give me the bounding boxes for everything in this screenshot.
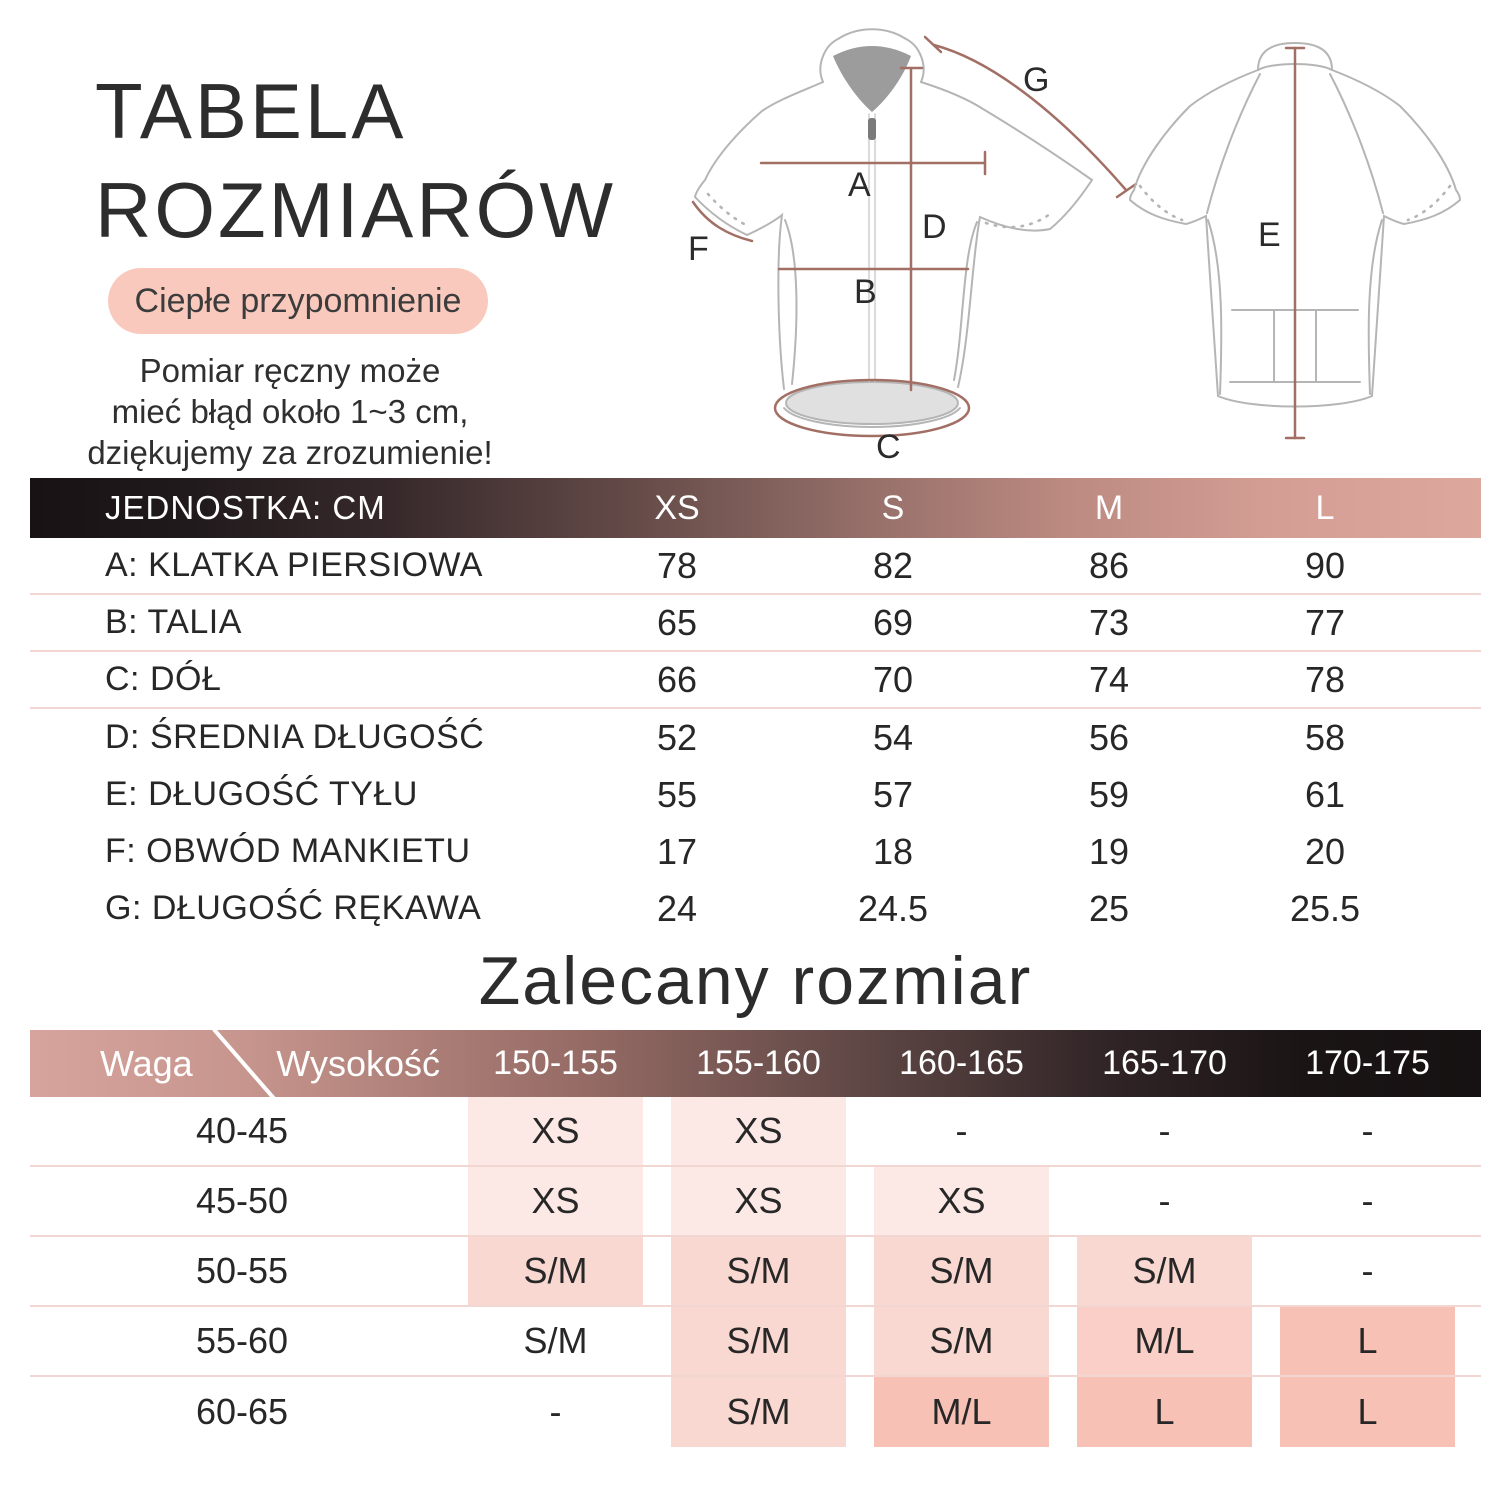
measurement-note	[35, 350, 545, 473]
cell	[1266, 1307, 1469, 1375]
weight-range: 55-60	[195, 1320, 289, 1361]
cell	[1063, 1167, 1266, 1235]
cell: 78	[656, 544, 698, 586]
cell: 66	[656, 658, 698, 700]
left-seam	[785, 220, 796, 384]
cell	[860, 1307, 1063, 1375]
size-table	[30, 478, 1481, 937]
cell: 82	[872, 544, 914, 586]
cell: 56	[1088, 716, 1130, 758]
measure-tick	[925, 37, 941, 52]
size-value: XS	[531, 1110, 580, 1151]
table-row	[30, 538, 1481, 595]
size-value: -	[1361, 1250, 1374, 1291]
label-cuff: F	[688, 230, 709, 268]
cell: 90	[1304, 544, 1346, 586]
cell	[1266, 1237, 1469, 1305]
size-value: S/M	[726, 1320, 791, 1361]
cell	[657, 1237, 860, 1305]
cell	[1063, 1097, 1266, 1165]
size-value: S/M	[726, 1250, 791, 1291]
cell: 58	[1304, 716, 1346, 758]
cell	[454, 1307, 657, 1375]
row-label: C: DÓŁ	[105, 660, 222, 698]
cell: 19	[1088, 830, 1130, 872]
size-value: -	[1361, 1180, 1374, 1221]
size-value: XS	[734, 1180, 783, 1221]
cell: 61	[1304, 773, 1346, 815]
cell	[860, 1377, 1063, 1447]
jersey-left-outline	[695, 82, 823, 389]
table-row	[30, 823, 1481, 880]
cell: 24	[656, 887, 698, 929]
weight-range: 40-45	[195, 1110, 289, 1151]
right-seam	[954, 222, 977, 380]
cell	[454, 1237, 657, 1305]
weight-range: 50-55	[195, 1250, 289, 1291]
recommend-table-header	[30, 1030, 1481, 1097]
cell	[657, 1167, 860, 1235]
jersey-back-diagram	[1100, 18, 1500, 465]
size-value: L	[1357, 1391, 1378, 1432]
panel-seam-right	[1369, 220, 1382, 394]
label-sleeve: G	[1023, 61, 1050, 99]
cell: 65	[656, 601, 698, 643]
hem-band	[786, 382, 958, 424]
reminder-badge-label: Ciepłe przypomnienie	[134, 281, 462, 320]
zipper-pull	[868, 118, 876, 140]
cell: 25	[1088, 887, 1130, 929]
cell: 55	[656, 773, 698, 815]
size-value: L	[1357, 1320, 1378, 1361]
cell	[454, 1167, 657, 1235]
cell	[1063, 1377, 1266, 1447]
table-row	[30, 880, 1481, 937]
size-col-l: L	[1315, 488, 1335, 527]
size-value: XS	[531, 1180, 580, 1221]
diagonal-divider	[212, 1030, 277, 1097]
collar-fill	[833, 46, 911, 112]
cell	[860, 1097, 1063, 1165]
table-row	[30, 1307, 1481, 1377]
page-title-line2: ROZMIARÓW	[95, 166, 616, 254]
label-waist: B	[854, 273, 877, 311]
row-label: G: DŁUGOŚĆ RĘKAWA	[105, 889, 482, 927]
recommend-table	[30, 1030, 1481, 1447]
height-col: 160-165	[899, 1044, 1024, 1082]
cell: 52	[656, 716, 698, 758]
raglan-seam-right	[1330, 74, 1383, 213]
cell: 74	[1088, 658, 1130, 700]
size-value: M/L	[1134, 1320, 1195, 1361]
size-value: S/M	[1132, 1250, 1197, 1291]
size-value: XS	[937, 1180, 986, 1221]
cell: 18	[872, 830, 914, 872]
row-label: B: TALIA	[105, 603, 242, 641]
height-label: Wysokość	[276, 1042, 440, 1084]
cell	[860, 1167, 1063, 1235]
size-col-s: S	[881, 488, 905, 527]
left-cuff-stitching	[1140, 186, 1182, 220]
cell: 54	[872, 716, 914, 758]
cell: 73	[1088, 601, 1130, 643]
unit-header: JEDNOSTKA: CM	[105, 489, 386, 526]
weight-range: 60-65	[195, 1391, 289, 1432]
cell: 77	[1304, 601, 1346, 643]
left-cuff-stitching	[708, 194, 748, 226]
size-value: S/M	[726, 1391, 791, 1432]
cell	[454, 1377, 657, 1447]
cell	[1266, 1097, 1469, 1165]
size-value: -	[1158, 1180, 1171, 1221]
cell: 86	[1088, 544, 1130, 586]
right-cuff-stitching	[986, 214, 1050, 227]
cell: 70	[872, 658, 914, 700]
label-hem: C	[876, 428, 901, 465]
table-row	[30, 1377, 1481, 1447]
height-col: 165-170	[1102, 1044, 1227, 1082]
cell: 24.5	[857, 887, 929, 929]
note-line: Pomiar ręczny może	[139, 352, 441, 389]
height-col: 170-175	[1305, 1044, 1430, 1082]
size-value: XS	[734, 1110, 783, 1151]
page-title-line1: TABELA	[95, 67, 407, 155]
recommended-size-title: Zalecany rozmiar	[478, 943, 1033, 1019]
reminder-badge	[108, 268, 488, 334]
cell	[454, 1097, 657, 1165]
row-label: F: OBWÓD MANKIETU	[105, 832, 471, 870]
cell: 25.5	[1289, 887, 1361, 929]
cell	[860, 1237, 1063, 1305]
cell	[657, 1307, 860, 1375]
row-label: A: KLATKA PIERSIOWA	[105, 546, 483, 584]
size-value: -	[955, 1110, 968, 1151]
height-col: 155-160	[696, 1044, 821, 1082]
cell: 57	[872, 773, 914, 815]
size-value: S/M	[523, 1320, 588, 1361]
size-col-xs: XS	[654, 488, 700, 527]
row-label: D: ŚREDNIA DŁUGOŚĆ	[105, 718, 485, 756]
table-row	[30, 1237, 1481, 1307]
cell	[1266, 1377, 1469, 1447]
label-mid-length: D	[922, 208, 947, 246]
weight-range: 45-50	[195, 1180, 289, 1221]
size-value: M/L	[931, 1391, 992, 1432]
size-value: L	[1154, 1391, 1175, 1432]
size-value: -	[1361, 1110, 1374, 1151]
weight-label: Waga	[100, 1042, 193, 1084]
size-value: S/M	[929, 1250, 994, 1291]
note-line: mieć błąd około 1~3 cm,	[111, 393, 469, 430]
table-row	[30, 652, 1481, 709]
cell	[1063, 1307, 1266, 1375]
cell: 69	[872, 601, 914, 643]
cell: 17	[656, 830, 698, 872]
table-row	[30, 766, 1481, 823]
size-value: S/M	[523, 1250, 588, 1291]
page-title	[95, 62, 616, 260]
size-table-header	[30, 478, 1481, 538]
jersey-front-diagram	[678, 18, 1140, 465]
row-label: E: DŁUGOŚĆ TYŁU	[105, 775, 418, 813]
table-row	[30, 595, 1481, 652]
label-chest: A	[848, 166, 871, 204]
cell	[657, 1377, 860, 1447]
size-value: -	[1158, 1110, 1171, 1151]
cell	[657, 1097, 860, 1165]
table-row	[30, 1167, 1481, 1237]
table-row	[30, 709, 1481, 766]
note-line: dziękujemy za zrozumienie!	[87, 434, 493, 471]
panel-seam-left	[1208, 220, 1221, 394]
cell	[1266, 1167, 1469, 1235]
raglan-seam-left	[1207, 74, 1260, 213]
size-value: -	[549, 1391, 562, 1432]
right-cuff-stitching	[1408, 186, 1450, 220]
cell: 20	[1304, 830, 1346, 872]
table-row	[30, 1097, 1481, 1167]
cell: 59	[1088, 773, 1130, 815]
cell: 78	[1304, 658, 1346, 700]
cell	[1063, 1237, 1266, 1305]
height-col: 150-155	[493, 1044, 618, 1082]
size-value: S/M	[929, 1320, 994, 1361]
corner-cell	[30, 1030, 454, 1097]
size-col-m: M	[1094, 488, 1124, 527]
label-back-length: E	[1258, 216, 1281, 254]
